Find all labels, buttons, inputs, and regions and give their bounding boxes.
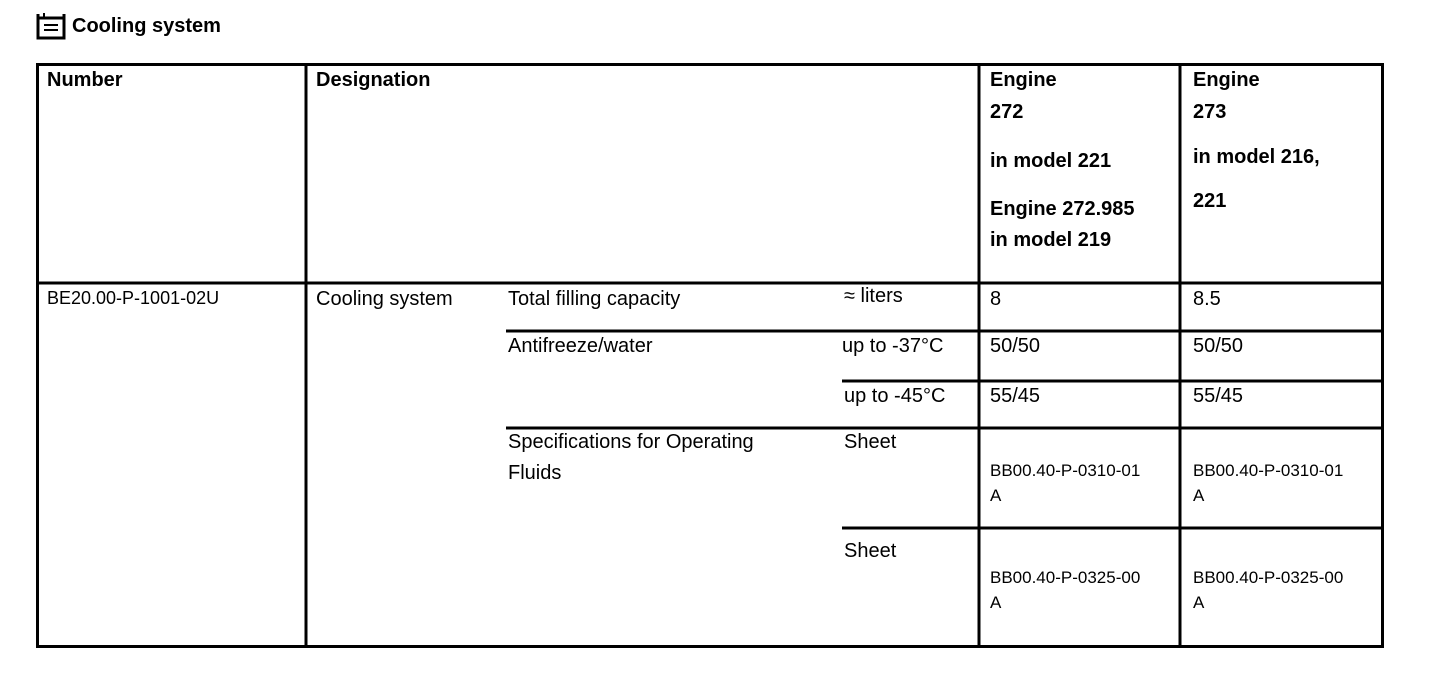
specs-label-line1: Specifications for Operating [508,431,754,453]
header-engine273-line3: in model 216, [1193,146,1320,168]
antifreeze-range1-label: up to -37°C [842,335,944,357]
antifreeze-label: Antifreeze/water [508,335,653,357]
sheet1-e272-line1: BB00.40-P-0310-01 [990,461,1141,480]
section-title: Cooling system [72,14,221,37]
header-engine273-line4: 221 [1193,190,1227,212]
capacity-label: Total filling capacity [508,288,681,310]
header-engine272-line5: in model 219 [990,229,1112,251]
header-engine273-line2: 273 [1193,101,1227,123]
section-heading [36,12,221,40]
sheet1-e273-line2: A [1193,486,1205,505]
sheet2-e272-line1: BB00.40-P-0325-00 [990,568,1141,587]
sheet2-e272-line2: A [990,593,1002,612]
sheet1-e272-line2: A [990,486,1002,505]
antifreeze-range1-e273: 50/50 [1193,335,1244,357]
antifreeze-range2-label: up to -45°C [844,385,946,407]
header-engine272-line1: Engine [990,69,1057,91]
header-number: Number [47,69,123,91]
table-grid [36,63,1384,648]
specs-label-line2: Fluids [508,462,562,484]
header-engine272-line2: 272 [990,101,1024,123]
cooling-system-table [36,63,1384,648]
header-engine272-line4: Engine 272.985 [990,198,1135,220]
capacity-unit: ≈ liters [844,285,903,307]
header-designation: Designation [316,69,431,91]
sheet2-label: Sheet [844,540,897,562]
antifreeze-range2-e272: 55/45 [990,385,1041,407]
sheet2-e273-line2: A [1193,593,1205,612]
capacity-e272: 8 [990,288,1002,310]
sheet1-e273-line1: BB00.40-P-0310-01 [1193,461,1344,480]
sheet2-e273-line1: BB00.40-P-0325-00 [1193,568,1344,587]
row-designation: Cooling system [316,288,453,310]
capacity-e273: 8.5 [1193,288,1221,310]
header-engine273-line1: Engine [1193,69,1260,91]
sheet1-label: Sheet [844,431,897,453]
row-number: BE20.00-P-1001-02U [47,288,220,308]
header-engine272-line3: in model 221 [990,150,1112,172]
document-table-icon [36,12,66,40]
antifreeze-range1-e272: 50/50 [990,335,1041,357]
antifreeze-range2-e273: 55/45 [1193,385,1244,407]
